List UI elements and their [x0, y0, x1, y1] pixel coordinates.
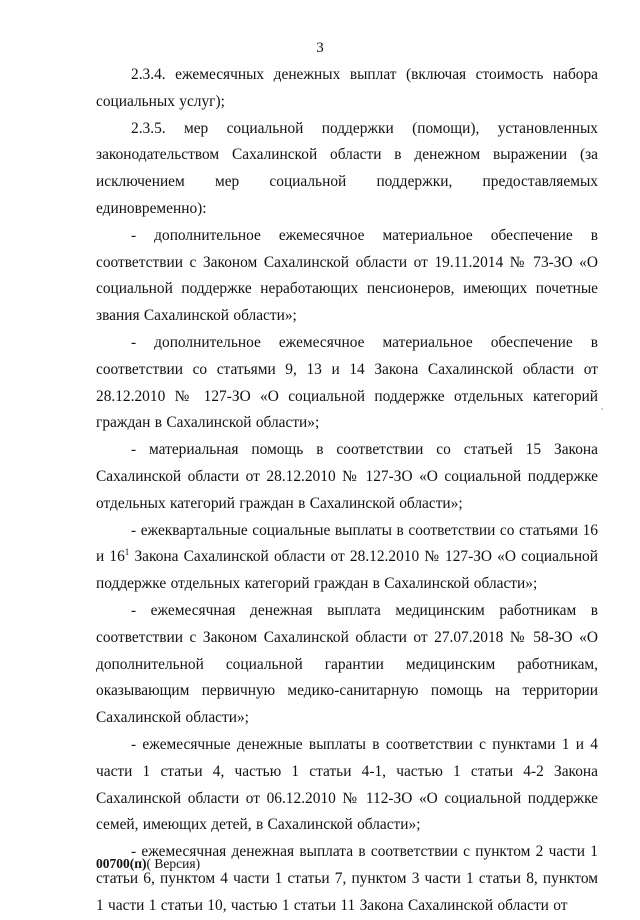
list-item-law-112: - ежемесячные денежные выплаты в соответствии с пунктами 1 и 4 части 1 статьи 4, частью 1 статьи 4-1, частью 1 статьи 4-2 Закона Сахалинской области от 06.12.2010 № 112-ЗО «О социальной поддержке семей, имеющих детей, в Сахалинской области»;: [96, 735, 598, 834]
list-item-law-73: - дополнительное ежемесячное материальное обеспечение в соответствии с Законом Сахалинской области от 19.11.2014 № 73-ЗО «О социальной поддержке неработающих пенсионеров, имеющих почетные звания Сахалинской области»;: [96, 226, 598, 325]
document-version: ( Версия): [146, 856, 201, 871]
document-code: 00700(п): [96, 856, 147, 871]
superscript: 1: [124, 547, 130, 558]
document-footer: [96, 856, 200, 872]
list-item-law-112-art-6: - ежемесячная денежная выплата в соответствии с пунктом 2 части 1 статьи 6, пунктом 4 части 1 статьи 7, пунктом 3 части 1 статьи 8, пунктом 1 части 1 статьи 10, частью 1 статьи 11 Закона Сахалинской области от: [96, 843, 598, 914]
page-number: 3: [316, 40, 324, 56]
list-item-text-start: - ежеквартальные социальные выплаты в соответствии со статьями 16 и 16: [96, 521, 598, 566]
list-item-law-127-art-16: [96, 518, 598, 598]
list-item-law-127-art-9: - дополнительное ежемесячное материальное обеспечение в соответствии со статьями 9, 13 и 14 Закона Сахалинской области от 28.12.2010 № 127-ЗО «О социальной поддержке отдельных категорий граждан в Сахалинской области»;: [96, 333, 598, 432]
scan-speck: [601, 408, 603, 410]
paragraph-2-3-4: 2.3.4. ежемесячных денежных выплат (включая стоимость набора социальных услуг);: [96, 66, 598, 110]
document-body: [96, 62, 598, 920]
list-item-law-127-art-15: - материальная помощь в соответствии со статьей 15 Закона Сахалинской области от 28.12.2010 № 127-ЗО «О социальной поддержке отдельных категорий граждан в Сахалинской области»;: [96, 441, 598, 512]
paragraph-2-3-5: 2.3.5. мер социальной поддержки (помощи), установленных законодательством Сахалинской области в денежном выражении (за исключением мер социальной поддержки, предоставляемых единовременно):: [96, 119, 598, 217]
list-item-text-end: Закона Сахалинской области от 28.12.2010 № 127-ЗО «О социальной поддержке отдельных категорий граждан в Сахалинской области»;: [96, 548, 598, 593]
list-item-law-58: - ежемесячная денежная выплата медицинским работникам в соответствии с Законом Сахалинской области от 27.07.2018 № 58-ЗО «О дополнительной социальной гарантии медицинским работникам, оказывающим первичную медико-санитарную помощь на территории Сахалинской области»;: [96, 601, 598, 727]
